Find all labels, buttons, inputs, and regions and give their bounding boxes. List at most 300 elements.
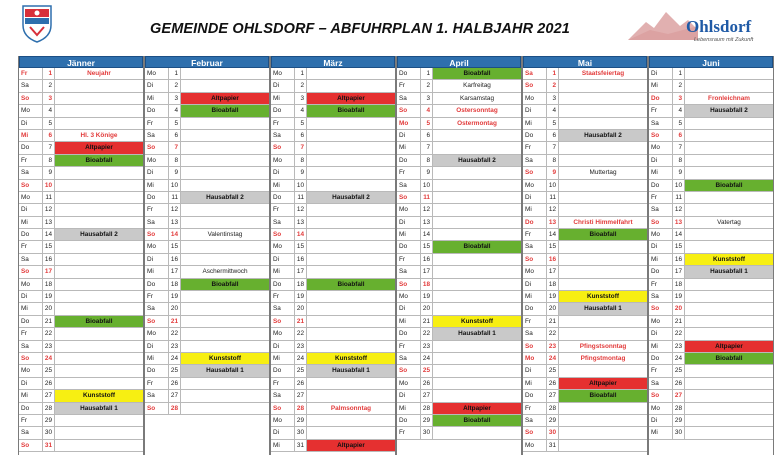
day-number: 3 xyxy=(43,93,55,104)
month-header: Februar xyxy=(145,56,269,68)
day-empty xyxy=(181,130,269,141)
day-number: 6 xyxy=(421,130,433,141)
coat-of-arms-icon xyxy=(22,5,52,43)
weekday-label: Fr xyxy=(19,241,43,252)
day-event: Kunststoff xyxy=(55,390,143,401)
day-row xyxy=(271,365,395,377)
weekday-label: Do xyxy=(19,403,43,414)
weekday-label: Di xyxy=(145,167,169,178)
day-event: Bioabfall xyxy=(307,105,395,116)
weekday-label: Fr xyxy=(397,427,421,438)
day-row xyxy=(649,80,773,92)
day-number: 15 xyxy=(673,241,685,252)
day-row xyxy=(397,303,521,315)
day-row xyxy=(649,279,773,291)
day-event: Altpapier xyxy=(181,93,269,104)
day-empty xyxy=(685,291,773,302)
weekday-label: Sa xyxy=(649,204,673,215)
weekday-label: Sa xyxy=(397,266,421,277)
day-empty xyxy=(181,167,269,178)
day-row xyxy=(19,80,143,92)
day-number: 2 xyxy=(169,80,181,91)
weekday-label: Do xyxy=(649,266,673,277)
weekday-label: So xyxy=(19,353,43,364)
day-number: 16 xyxy=(43,254,55,265)
weekday-label: Mi xyxy=(145,266,169,277)
day-number: 9 xyxy=(421,167,433,178)
day-row xyxy=(271,80,395,92)
day-empty xyxy=(55,303,143,314)
day-event: Hausabfall 1 xyxy=(181,365,269,376)
day-empty xyxy=(559,440,647,451)
weekday-label: Fr xyxy=(145,378,169,389)
day-event: Bioabfall xyxy=(181,279,269,290)
weekday-label: So xyxy=(397,192,421,203)
day-row xyxy=(397,217,521,229)
weekday-label: Fr xyxy=(523,316,547,327)
day-row xyxy=(523,80,647,92)
weekday-label: Mo xyxy=(523,93,547,104)
weekday-label: Mo xyxy=(271,241,295,252)
day-row xyxy=(145,217,269,229)
day-number: 6 xyxy=(547,130,559,141)
day-number: 6 xyxy=(295,130,307,141)
day-number: 9 xyxy=(673,167,685,178)
day-empty xyxy=(55,180,143,191)
weekday-label: Fr xyxy=(649,192,673,203)
day-row xyxy=(649,390,773,402)
day-event: Kunststoff xyxy=(559,291,647,302)
day-empty xyxy=(433,130,521,141)
day-number: 9 xyxy=(295,167,307,178)
weekday-label: Do xyxy=(145,365,169,376)
day-row xyxy=(523,378,647,390)
day-number: 7 xyxy=(421,142,433,153)
day-row xyxy=(19,254,143,266)
day-number: 31 xyxy=(547,440,559,451)
day-number: 19 xyxy=(43,291,55,302)
day-number: 1 xyxy=(673,68,685,79)
day-number: 12 xyxy=(295,204,307,215)
day-empty xyxy=(181,378,269,389)
day-event: Ostersonntag xyxy=(456,107,498,115)
day-number: 29 xyxy=(295,415,307,426)
day-number: 30 xyxy=(421,427,433,438)
day-number: 18 xyxy=(169,279,181,290)
weekday-label: Mi xyxy=(271,266,295,277)
weekday-label: Mi xyxy=(271,440,295,451)
day-row xyxy=(19,378,143,390)
day-row xyxy=(19,303,143,315)
day-row xyxy=(649,217,773,229)
weekday-label: Mo xyxy=(145,155,169,166)
day-number: 24 xyxy=(43,353,55,364)
weekday-label: Do xyxy=(19,142,43,153)
weekday-label: So xyxy=(649,130,673,141)
weekday-label: Do xyxy=(523,130,547,141)
day-event: Kunststoff xyxy=(433,316,521,327)
month-header: April xyxy=(397,56,521,68)
day-row xyxy=(271,390,395,402)
day-empty xyxy=(433,365,521,376)
day-event: Bioabfall xyxy=(685,180,773,191)
day-number: 4 xyxy=(421,105,433,116)
weekday-label: Di xyxy=(523,192,547,203)
day-row xyxy=(397,266,521,278)
weekday-label: Do xyxy=(19,316,43,327)
day-row xyxy=(397,316,521,328)
weekday-label: Mo xyxy=(397,291,421,302)
day-event: Bioabfall xyxy=(559,229,647,240)
weekday-label: Sa xyxy=(523,415,547,426)
weekday-label: Fr xyxy=(649,365,673,376)
day-row xyxy=(649,403,773,415)
weekday-label: Mo xyxy=(649,316,673,327)
day-empty xyxy=(307,80,395,91)
day-event: Bioabfall xyxy=(181,105,269,116)
weekday-label: Sa xyxy=(19,254,43,265)
day-event: Pfingstmontag xyxy=(580,354,626,362)
weekday-label: Do xyxy=(145,192,169,203)
day-empty xyxy=(181,328,269,339)
weekday-label: Mi xyxy=(649,167,673,178)
weekday-label: Di xyxy=(523,279,547,290)
day-number: 4 xyxy=(547,105,559,116)
weekday-label: Do xyxy=(397,328,421,339)
weekday-label: Mi xyxy=(19,303,43,314)
weekday-label: Di xyxy=(145,341,169,352)
day-event: Neujahr xyxy=(87,70,111,77)
day-row xyxy=(649,229,773,241)
day-number: 2 xyxy=(421,80,433,91)
day-empty xyxy=(55,341,143,352)
day-row xyxy=(649,118,773,130)
day-row xyxy=(649,427,773,439)
day-row xyxy=(649,341,773,353)
day-number: 7 xyxy=(547,142,559,153)
month-header: März xyxy=(271,56,395,68)
weekday-label: Mi xyxy=(19,217,43,228)
day-number: 22 xyxy=(169,328,181,339)
day-row xyxy=(649,266,773,278)
weekday-label: Do xyxy=(19,229,43,240)
weekday-label: Di xyxy=(649,68,673,79)
day-event: Bioabfall xyxy=(307,279,395,290)
weekday-label: So xyxy=(145,229,169,240)
weekday-label: Mi xyxy=(19,390,43,401)
day-number: 6 xyxy=(673,130,685,141)
day-event: Vatertag xyxy=(717,218,741,226)
day-number: 1 xyxy=(421,68,433,79)
day-row xyxy=(145,80,269,92)
day-empty xyxy=(55,291,143,302)
day-number: 30 xyxy=(295,427,307,438)
day-row xyxy=(19,241,143,253)
day-number: 21 xyxy=(43,316,55,327)
weekday-label: Mi xyxy=(649,254,673,265)
day-empty xyxy=(307,303,395,314)
weekday-label: Mi xyxy=(523,118,547,129)
weekday-label: Do xyxy=(523,390,547,401)
weekday-label: Mo xyxy=(145,241,169,252)
day-empty xyxy=(433,254,521,265)
day-empty xyxy=(181,142,269,153)
day-row xyxy=(649,93,773,105)
day-number: 6 xyxy=(169,130,181,141)
weekday-label: Fr xyxy=(397,341,421,352)
day-row xyxy=(19,279,143,291)
day-empty xyxy=(559,266,647,277)
day-empty xyxy=(433,341,521,352)
day-row xyxy=(19,229,143,241)
day-event: Hl. 3 Könige xyxy=(80,131,118,139)
weekday-label: So xyxy=(649,390,673,401)
day-event: Altpapier xyxy=(307,440,395,451)
day-number: 12 xyxy=(169,204,181,215)
day-number: 2 xyxy=(43,80,55,91)
day-row xyxy=(271,291,395,303)
day-row xyxy=(397,105,521,117)
weekday-label: Fr xyxy=(397,254,421,265)
day-empty xyxy=(307,118,395,129)
day-row xyxy=(271,229,395,241)
day-row xyxy=(523,142,647,154)
day-number: 16 xyxy=(547,254,559,265)
weekday-label: Mo xyxy=(145,68,169,79)
day-number: 19 xyxy=(295,291,307,302)
day-row xyxy=(19,291,143,303)
day-empty xyxy=(181,291,269,302)
day-row xyxy=(649,192,773,204)
weekday-label: Fr xyxy=(19,415,43,426)
day-number: 23 xyxy=(421,341,433,352)
day-row xyxy=(271,130,395,142)
day-number: 11 xyxy=(673,192,685,203)
weekday-label: Di xyxy=(271,80,295,91)
day-number: 15 xyxy=(295,241,307,252)
weekday-label: Mo xyxy=(523,180,547,191)
day-number: 8 xyxy=(295,155,307,166)
day-number: 28 xyxy=(547,403,559,414)
day-number: 11 xyxy=(43,192,55,203)
day-number: 15 xyxy=(421,241,433,252)
day-event: Bioabfall xyxy=(55,316,143,327)
day-row xyxy=(523,254,647,266)
day-empty xyxy=(55,365,143,376)
day-empty xyxy=(307,328,395,339)
day-row xyxy=(145,266,269,278)
day-row xyxy=(523,217,647,229)
weekday-label: Mi xyxy=(271,353,295,364)
page-header xyxy=(0,0,782,56)
weekday-label: Di xyxy=(649,155,673,166)
weekday-label: So xyxy=(649,217,673,228)
day-number: 3 xyxy=(421,93,433,104)
weekday-label: Fr xyxy=(523,142,547,153)
day-event: Hausabfall 2 xyxy=(55,229,143,240)
weekday-label: Do xyxy=(271,365,295,376)
day-empty xyxy=(307,316,395,327)
day-event: Karfreitag xyxy=(463,82,491,90)
day-row xyxy=(523,341,647,353)
weekday-label: Di xyxy=(271,341,295,352)
day-row xyxy=(523,155,647,167)
day-number: 9 xyxy=(547,167,559,178)
day-row xyxy=(397,353,521,365)
weekday-label: Fr xyxy=(145,291,169,302)
day-event: Hausabfall 2 xyxy=(433,155,521,166)
weekday-label: Di xyxy=(19,378,43,389)
day-empty xyxy=(307,241,395,252)
day-event: Hausabfall 1 xyxy=(307,365,395,376)
month-header: Jänner xyxy=(19,56,143,68)
day-row xyxy=(19,415,143,427)
day-number: 29 xyxy=(421,415,433,426)
weekday-label: Di xyxy=(523,365,547,376)
weekday-label: Di xyxy=(271,167,295,178)
month-column xyxy=(18,56,144,455)
day-row xyxy=(649,155,773,167)
day-empty xyxy=(307,254,395,265)
day-number: 20 xyxy=(673,303,685,314)
month-column xyxy=(648,56,774,455)
day-empty xyxy=(55,217,143,228)
day-number: 4 xyxy=(169,105,181,116)
day-number: 25 xyxy=(547,365,559,376)
day-number: 16 xyxy=(673,254,685,265)
weekday-label: Do xyxy=(271,192,295,203)
day-row xyxy=(19,217,143,229)
weekday-label: Fr xyxy=(397,80,421,91)
day-event: Aschermittwoch xyxy=(202,268,248,276)
day-empty xyxy=(181,217,269,228)
day-empty xyxy=(685,241,773,252)
weekday-label: Di xyxy=(145,80,169,91)
day-empty xyxy=(181,80,269,91)
day-number: 10 xyxy=(169,180,181,191)
day-empty xyxy=(559,93,647,104)
day-number: 28 xyxy=(43,403,55,414)
weekday-label: So xyxy=(271,403,295,414)
weekday-label: Di xyxy=(19,204,43,215)
day-number: 20 xyxy=(295,303,307,314)
day-empty xyxy=(685,316,773,327)
weekday-label: Mi xyxy=(145,353,169,364)
day-row xyxy=(523,68,647,80)
day-row xyxy=(397,403,521,415)
day-row xyxy=(649,353,773,365)
day-row xyxy=(397,167,521,179)
day-empty xyxy=(559,279,647,290)
day-row xyxy=(145,291,269,303)
day-empty xyxy=(307,68,395,79)
logo-name: Ohlsdorf xyxy=(686,17,752,36)
weekday-label: So xyxy=(19,266,43,277)
day-empty xyxy=(559,365,647,376)
weekday-label: Sa xyxy=(271,217,295,228)
day-number: 5 xyxy=(43,118,55,129)
day-row xyxy=(271,427,395,439)
day-event: Altpapier xyxy=(559,378,647,389)
day-number: 18 xyxy=(43,279,55,290)
day-number: 14 xyxy=(43,229,55,240)
day-number: 12 xyxy=(43,204,55,215)
day-row xyxy=(271,155,395,167)
day-number: 4 xyxy=(673,105,685,116)
day-row xyxy=(649,167,773,179)
month-column xyxy=(396,56,522,455)
weekday-label: So xyxy=(397,279,421,290)
day-number: 16 xyxy=(169,254,181,265)
day-row xyxy=(145,365,269,377)
weekday-label: Do xyxy=(397,415,421,426)
day-empty xyxy=(307,142,395,153)
weekday-label: Mi xyxy=(397,316,421,327)
day-number: 19 xyxy=(169,291,181,302)
day-empty xyxy=(685,130,773,141)
weekday-label: Sa xyxy=(649,291,673,302)
day-row xyxy=(271,341,395,353)
day-empty xyxy=(433,291,521,302)
day-empty xyxy=(685,390,773,401)
weekday-label: Sa xyxy=(523,328,547,339)
day-empty xyxy=(55,93,143,104)
weekday-label: Do xyxy=(523,303,547,314)
day-row xyxy=(145,254,269,266)
day-empty xyxy=(55,415,143,426)
day-row xyxy=(271,68,395,80)
day-row xyxy=(523,93,647,105)
day-number: 22 xyxy=(421,328,433,339)
day-number: 25 xyxy=(169,365,181,376)
day-empty xyxy=(307,180,395,191)
day-number: 18 xyxy=(295,279,307,290)
day-row xyxy=(397,241,521,253)
day-number: 24 xyxy=(547,353,559,364)
day-event: Kunststoff xyxy=(685,254,773,265)
day-number: 12 xyxy=(673,204,685,215)
day-number: 22 xyxy=(547,328,559,339)
weekday-label: Mo xyxy=(397,204,421,215)
day-number: 27 xyxy=(169,390,181,401)
day-number: 7 xyxy=(295,142,307,153)
day-number: 10 xyxy=(421,180,433,191)
weekday-label: Do xyxy=(649,93,673,104)
day-empty xyxy=(559,142,647,153)
day-empty xyxy=(55,254,143,265)
day-empty xyxy=(685,204,773,215)
calendar-grid xyxy=(18,56,774,455)
weekday-label: Mi xyxy=(649,80,673,91)
day-row xyxy=(19,204,143,216)
day-empty xyxy=(181,341,269,352)
day-row xyxy=(271,217,395,229)
day-number: 28 xyxy=(673,403,685,414)
day-number: 5 xyxy=(421,118,433,129)
day-empty xyxy=(559,118,647,129)
day-event: Kunststoff xyxy=(181,353,269,364)
weekday-label: Sa xyxy=(145,390,169,401)
day-number: 22 xyxy=(43,328,55,339)
weekday-label: Di xyxy=(397,130,421,141)
weekday-label: Di xyxy=(523,105,547,116)
day-row xyxy=(19,192,143,204)
day-empty xyxy=(685,155,773,166)
day-row xyxy=(271,279,395,291)
day-event: Palmsonntag xyxy=(330,404,372,412)
weekday-label: Do xyxy=(649,180,673,191)
day-empty xyxy=(685,279,773,290)
